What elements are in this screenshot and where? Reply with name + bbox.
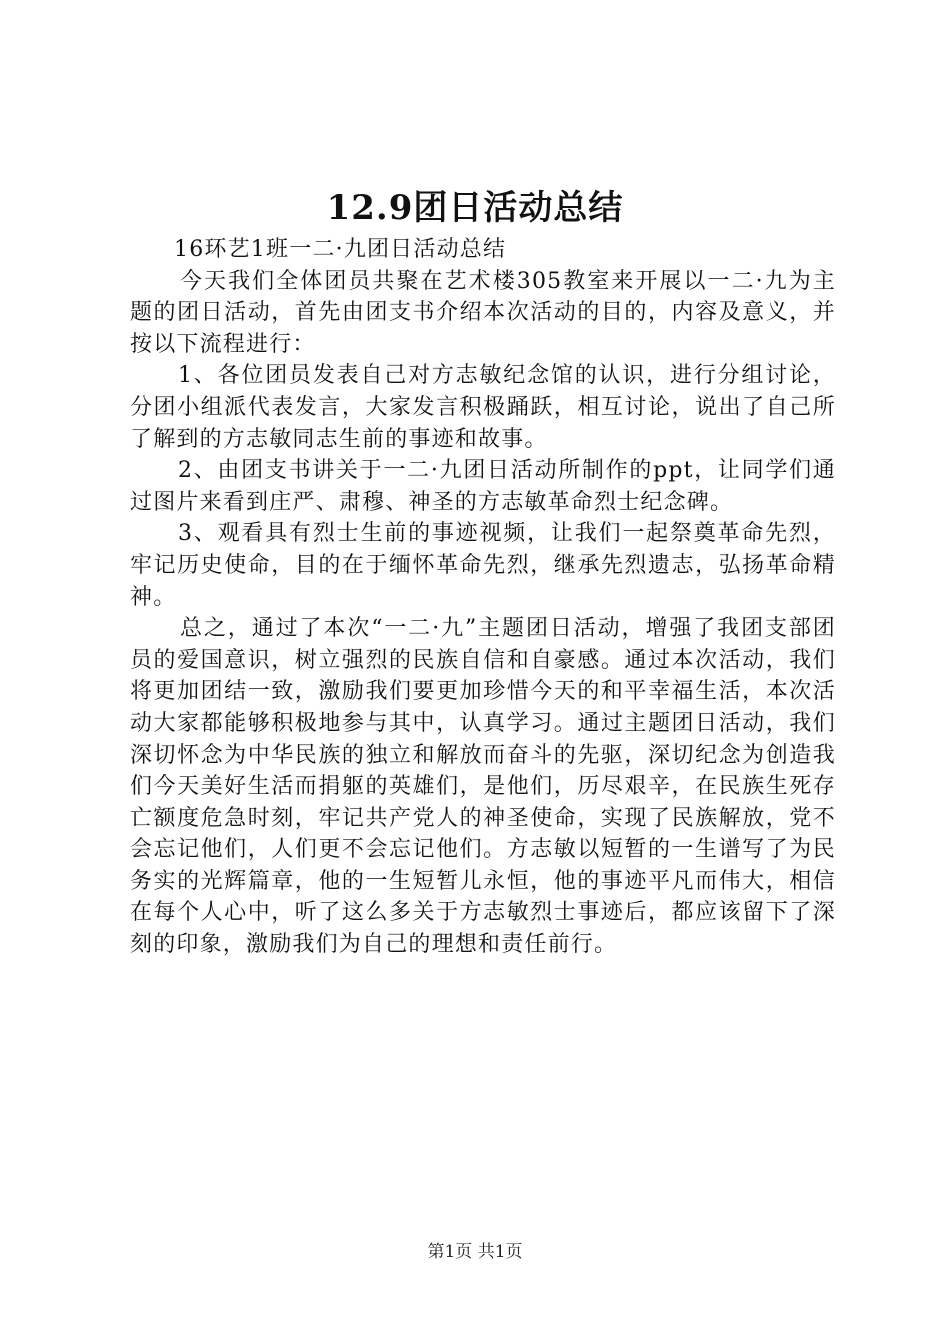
page-footer: 第1页 共1页: [427, 1242, 523, 1262]
paragraph-step-3: 3、观看具有烈士生前的事迹视频，让我们一起祭奠革命先烈，牢记历史使命，目的在于缅怀革命先烈，继承先烈遗志，弘扬革命精神。: [130, 521, 836, 610]
document-body: [130, 234, 836, 961]
document-subtitle: 16环艺1班一二·九团日活动总结: [174, 237, 507, 262]
paragraph-conclusion: 总之，通过了本次“一二·九”主题团日活动，增强了我团支部团员的爱国意识，树立强烈的民族自信和自豪感。通过本次活动，我们将更加团结一致，激励我们要更加珍惜今天的和平幸福生活，本次活动大家都能够积极地参与其中，认真学习。通过主题团日活动，我们深切怀念为中华民族的独立和解放而奋斗的先驱，深切纪念为创造我们今天美好生活而捐躯的英雄们，是他们，历尽艰辛，在民族生死存亡额度危急时刻，牢记共产党人的神圣使命，实现了民族解放，党不会忘记他们，人们更不会忘记他们。方志敏以短暂的一生谱写了为民务实的光辉篇章，他的一生短暂儿永恒，他的事迹平凡而伟大，相信在每个人心中，听了这么多关于方志敏烈士事迹后，都应该留下了深刻的印象，激励我们为自己的理想和责任前行。: [130, 616, 836, 958]
paragraph-intro: 今天我们全体团员共聚在艺术楼305教室来开展以一二·九为主题的团日活动，首先由团支书介绍本次活动的目的，内容及意义，并按以下流程进行：: [130, 268, 836, 357]
paragraph-step-1: 1、各位团员发表自己对方志敏纪念馆的认识，进行分组讨论，分团小组派代表发言，大家发言积极踊跃，相互讨论，说出了自己所了解到的方志敏同志生前的事迹和故事。: [130, 363, 836, 452]
document-title: 12.9团日活动总结: [326, 188, 624, 228]
paragraph-step-2: 2、由团支书讲关于一二·九团日活动所制作的ppt，让同学们通过图片来看到庄严、肃穆、神圣的方志敏革命烈士纪念碑。: [130, 458, 836, 515]
